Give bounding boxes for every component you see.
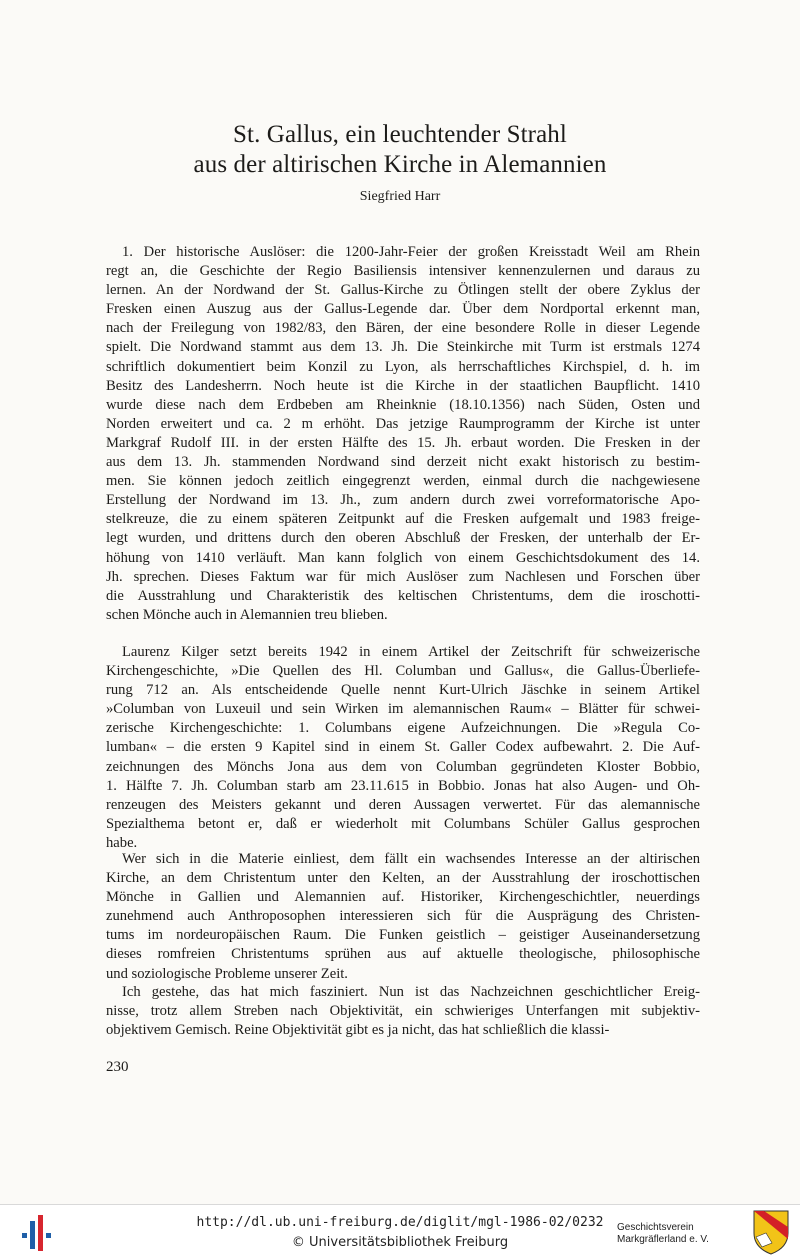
text-line: Kirchengeschichte, »Die Quellen des Hl. Columban und Gallus«, die Gallus-Überliefe- — [106, 663, 700, 680]
text-line: spielt. Die Nordwand stammt aus dem 13. Jh. Die Steinkirche mit Turm ist erstmals 1274 — [106, 339, 700, 356]
text-line: nach der Freilegung von 1982/83, den Bären, der eine besondere Rolle in dieser Legende — [106, 320, 700, 337]
text-line: nisse, trotz allem Streben nach Objektivität, ein schwieriges Unterfangen mit subjektiv- — [106, 1003, 700, 1020]
text-line: Wer sich in die Materie einliest, dem fällt ein wachsendes Interesse an der altirischen — [122, 851, 700, 867]
text-line: schen Mönche auch in Alemannien treu blieben. — [106, 606, 388, 623]
text-line: schriftlich dokumentiert beim Konzil zu Lyon, als herrschaftliches Kirchspiel, d. h. im — [106, 358, 700, 375]
society-name-line-1: Geschichtsverein — [617, 1222, 694, 1233]
text-line: Kirche, an dem Christentum unter den Kelten, an der Ausstrahlung der iroschottischen — [106, 870, 700, 887]
text-line: Besitz des Landesherrn. Noch heute ist die Kirche in der staatlichen Baupflicht. 1410 — [106, 377, 700, 394]
text-line: Norden erweitert und ca. 2 m erhöht. Das jetzige Raumprogramm der Kirche ist unter — [106, 415, 700, 432]
paragraph-3 — [106, 850, 700, 984]
text-line: zerische Kirchengeschichte: 1. Columbans eigene Aufzeichnungen. Die »Regula Co- — [106, 720, 700, 737]
text-line: tums im nordeuropäischen Raum. Die Funken geistlich – geistiger Auseinandersetzung — [106, 927, 700, 944]
text-line: wurde diese nach dem Erdbeben am Rheinknie (18.10.1356) nach Süden, Osten und — [106, 396, 700, 413]
paragraph-1 — [106, 243, 700, 625]
text-line: regt an, die Geschichte der Regio Basiliensis intensiver kennenzulernen und daraus zu — [106, 263, 700, 280]
text-line: 1. Hälfte 7. Jh. Columban starb am 23.11.615 in Bobbio. Jonas hat also Augen- und Oh- — [106, 777, 700, 794]
text-line: habe. — [106, 834, 138, 851]
text-line: »Columban von Luxeuil und sein Wirken im alemannischen Raum« – Blätter für schwei- — [106, 701, 700, 718]
text-line: men. Sie können jedoch zeitlich eingegrenzt werden, einmal durch die nachgewiesene — [106, 473, 700, 490]
page-number: 230 — [106, 1059, 129, 1075]
text-line: Markgraf Rudolf III. in der ersten Hälfte des 15. Jh. erbaut worden. Die Fresken in der — [106, 434, 700, 451]
text-line: lernen. An der Nordwand der St. Gallus-Kirche zu Ötlingen stellt der obere Zyklus der — [106, 282, 700, 299]
text-line: zeichnungen des Mönchs Jona aus dem von Columban gegründeten Kloster Bobbio, — [106, 758, 700, 775]
text-line: Erstellung der Nordwand im 13. Jh., zum andern durch zwei vorreformatorische Apo- — [106, 492, 700, 509]
viewer-footer — [0, 1204, 800, 1260]
title-line-1: St. Gallus, ein leuchtender Strahl — [233, 121, 567, 148]
text-line: Spezialthema betont er, daß er wiederholt mit Columbans Schüler Gallus gesprochen — [106, 815, 700, 832]
author: Siegfried Harr — [359, 189, 441, 204]
text-line: und soziologische Probleme unserer Zeit. — [106, 965, 348, 982]
text-line: dieses romfreien Christentums sprühen aus auf aktuelle theologische, philosophische — [106, 946, 700, 963]
copyright-notice: © Universitätsbibliothek Freiburg — [291, 1235, 509, 1250]
text-line: die Ausstrahlung und Charakteristik des keltischen Christentums, dem die iroschotti- — [106, 587, 700, 604]
paragraph-4 — [106, 983, 700, 1040]
document-url[interactable]: http://dl.ub.uni-freiburg.de/diglit/mgl-1986-02/0232 — [196, 1215, 604, 1230]
text-line: objektivem Gemisch. Reine Objektivität gibt es ja nicht, das hat schließlich die klassi- — [106, 1022, 610, 1039]
text-line: Laurenz Kilger setzt bereits 1942 in einem Artikel der Zeitschrift für schweizerische — [122, 644, 700, 660]
text-line: Mönche in Gallien und Alemannien auf. Historiker, Kirchengeschichtler, neuerdings — [106, 889, 700, 906]
text-line: legt wurden, und drittens durch den oberen Abschluß der Fresken, der unterhalb der Er- — [106, 530, 700, 547]
society-name — [617, 1222, 747, 1246]
text-line: stelkreuze, die zu einem späteren Zeitpunkt auf die Fresken aufgemalt und 1983 freige- — [106, 511, 700, 528]
text-line: Jh. sprechen. Dieses Faktum war für mich Auslöser zum Nachlesen und Forschen über — [106, 568, 700, 585]
text-line: 1. Der historische Auslöser: die 1200-Jahr-Feier der großen Kreisstadt Weil am Rhein — [122, 244, 700, 260]
society-name-line-2: Markgräflerland e. V. — [617, 1234, 709, 1245]
text-line: lumban« – die ersten 9 Kapitel sind in einem St. Galler Codex aufbewahrt. 2. Die Auf- — [106, 739, 700, 756]
text-line: renzeugen des Meisters gekannt und deren Aussagen verwertet. Für das alemannische — [106, 796, 700, 813]
coat-of-arms-icon — [752, 1209, 790, 1255]
text-line: Ich gestehe, das hat mich fasziniert. Nun ist das Nachzeichnen geschichtlicher Ereig- — [122, 984, 700, 1000]
title-line-2: aus der altirischen Kirche in Alemannien — [193, 151, 607, 178]
text-line: zunehmend auch Anthroposophen interessieren sich für die Ausprägung des Christen- — [106, 908, 700, 925]
text-line: höhung von 1410 verläuft. Man kann folglich von einem Geschichtsdokument des 14. — [106, 549, 700, 566]
text-line: aus dem 13. Jh. stammenden Nordwand sind derzeit nicht exakt historisch zu bestim- — [106, 454, 700, 471]
paragraph-2 — [106, 643, 700, 853]
text-line: Fresken einen Auszug aus der Gallus-Legende dar. Über dem Nordportal erkennt man, — [106, 301, 700, 318]
text-line: rung 712 an. Als entscheidende Quelle nennt Kurt-Ulrich Jäschke in seinem Artikel — [106, 682, 700, 699]
